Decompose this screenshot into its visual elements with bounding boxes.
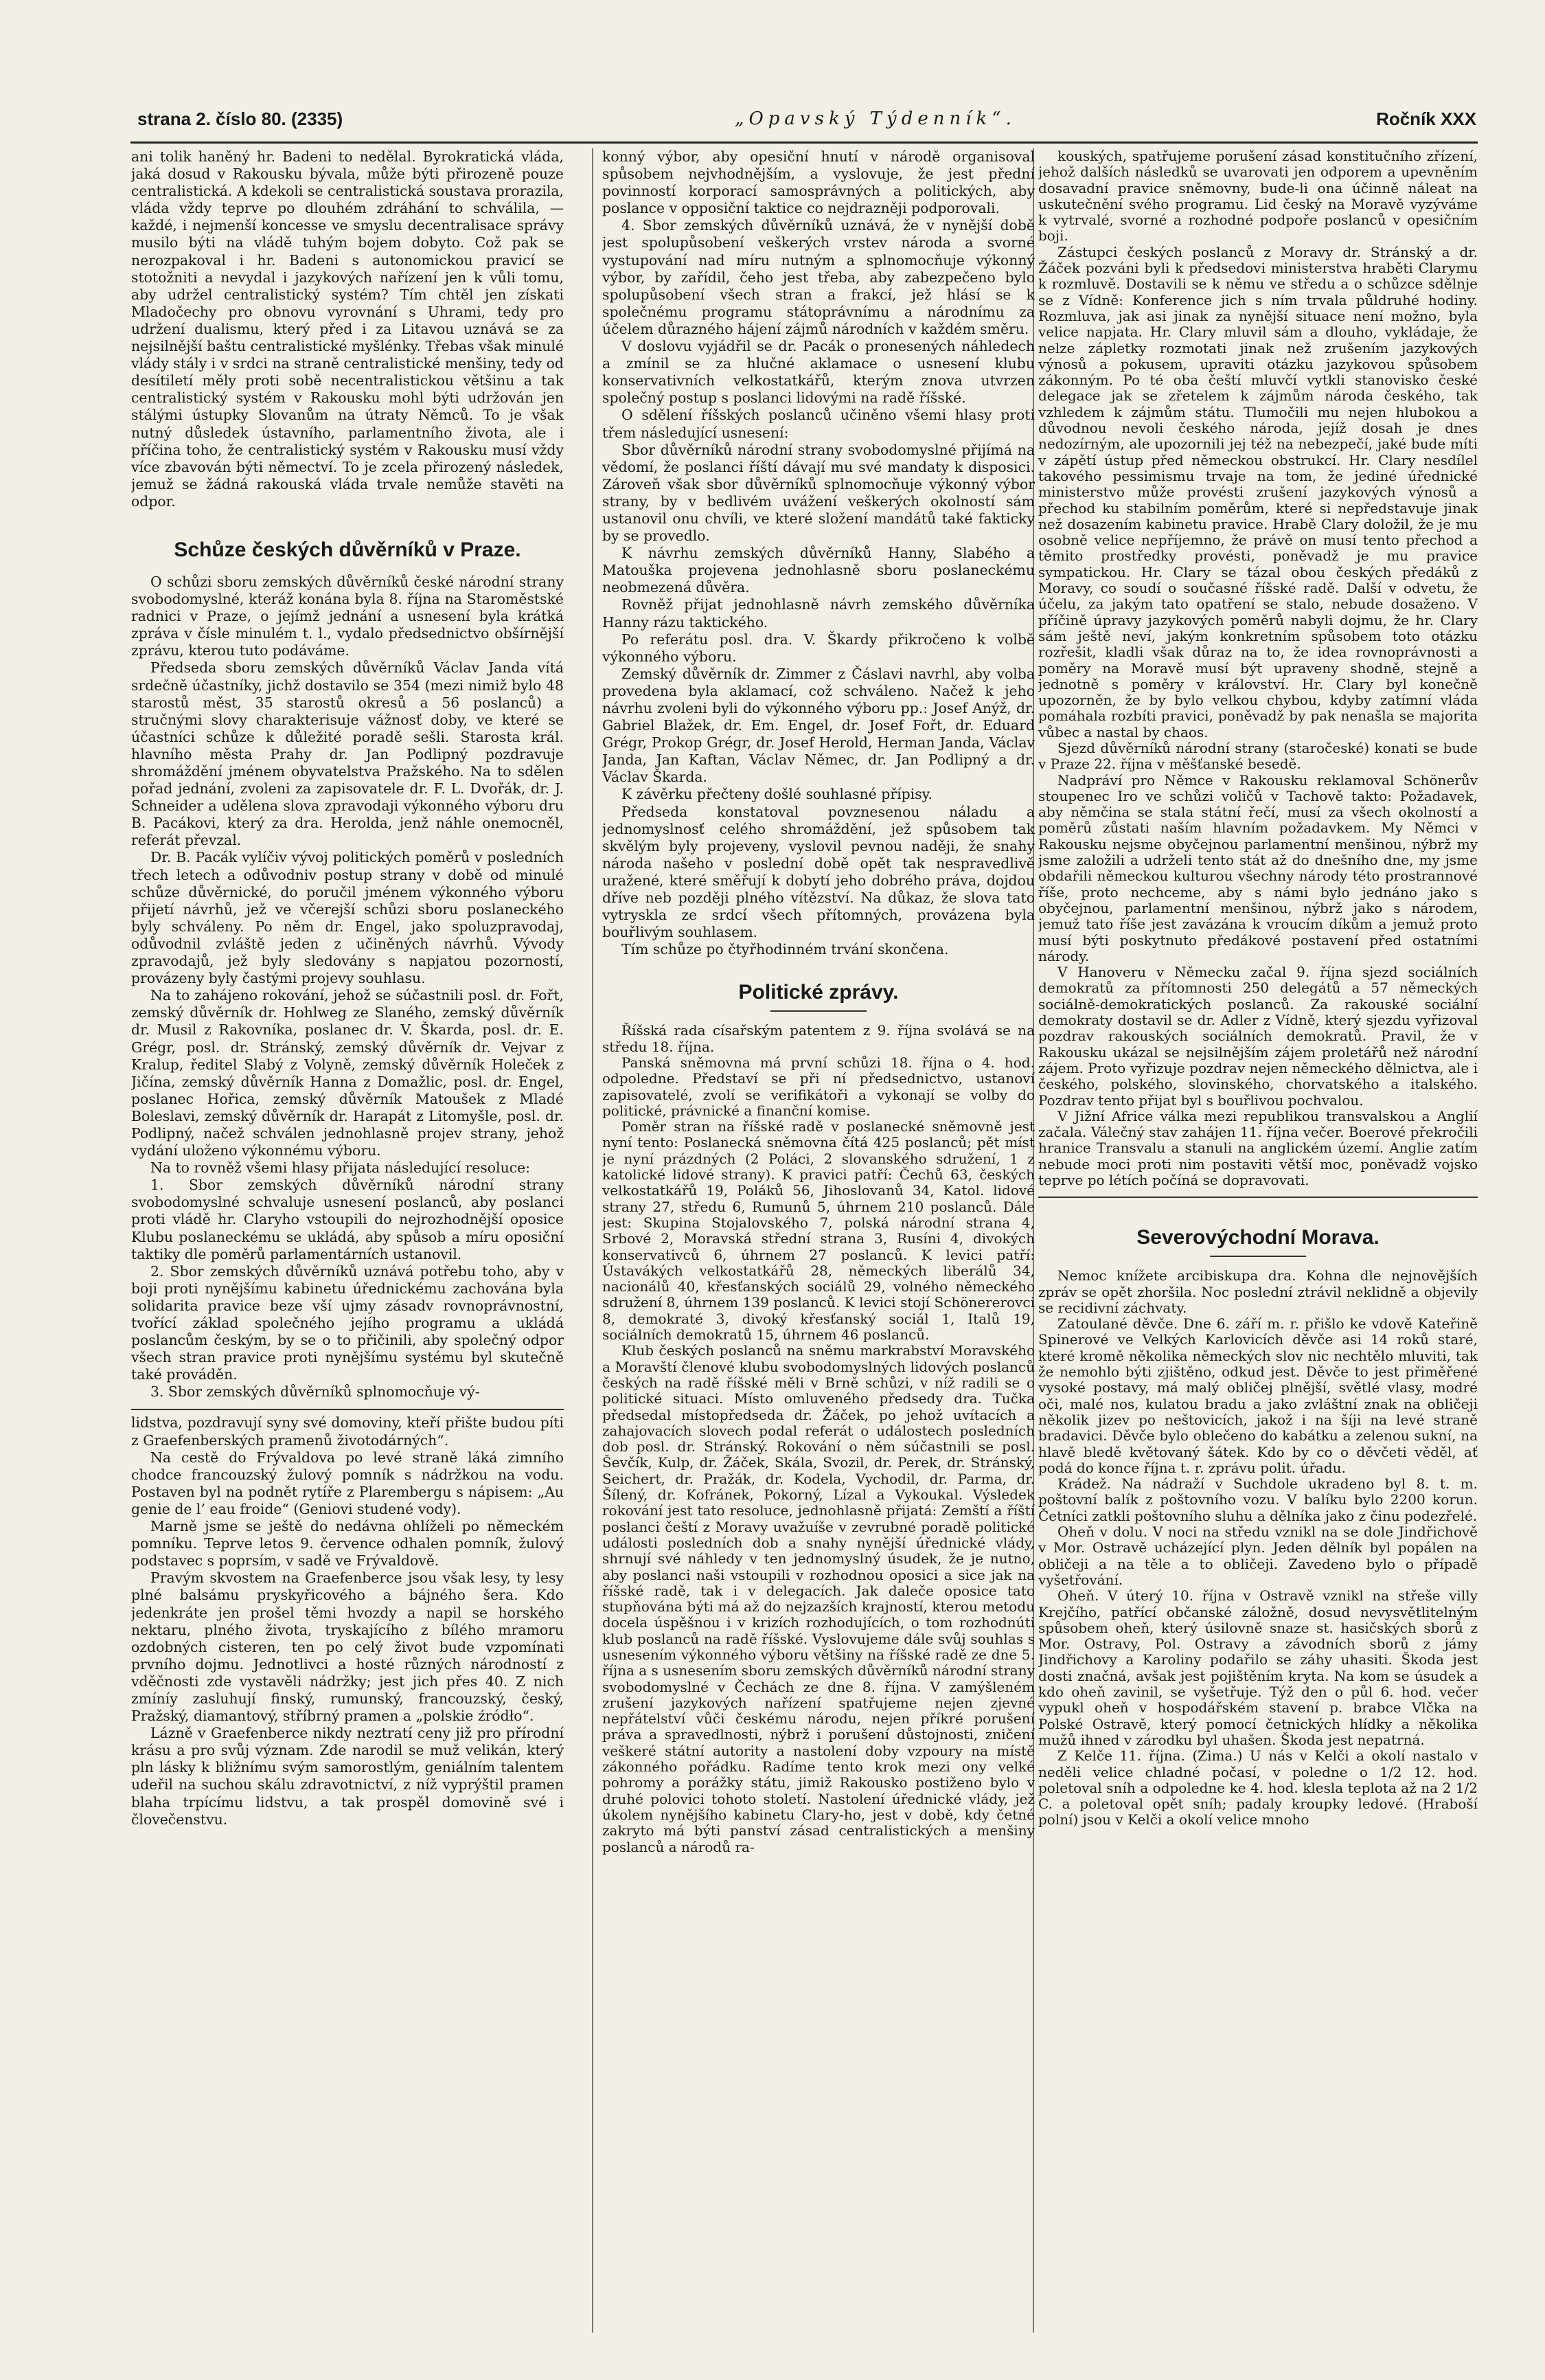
article-paragraph: K závěrku přečteny došlé souhlasné přípisy.	[621, 786, 932, 803]
news-item: Krádež. Na nádraží v Suchdole ukradeno byl 8. t. m. poštovní balík z poštovního vozu. V balíku bylo 2200 korun. Četníci zatkli poštovního sluhu a dělníka jako z činu podezřelé.	[1038, 1475, 1478, 1524]
resolution-item: 1. Sbor zemských důvěrníků národní strany svobodomyslné schvaluje usnesení poslanců, aby poslanci proti vládě hr. Claryho vstoupili do nejrozhodnější oposice Klubu poslaneckému se ukládá, aby spůsob a míru oposiční taktiky dle poměrů parlamentárních ustanovil.	[131, 1177, 564, 1262]
article-paragraph: lidstva, pozdravují syny své domoviny, kteří přište budou píti z Graefenberských pramenů životodárných“.	[131, 1414, 564, 1449]
column-middle	[602, 148, 1035, 2333]
article-paragraph: Dr. B. Pacák vylíčiv vývoj politických poměrů v posledních třech letech a odůvodniv postup strany v době od minulé schůze důvěrnické, do poručil jménem výkonného výboru přijetí návrhů, jež ve včerejší schůzi sboru poslaneckého byly schváleny. Po něm dr. Engel, jako spoluzpravodaj, odůvodnil zvláště jeden z učiněných návrhů. Vývody zpravodajů, jež byly sledovány s napjatou pozorností, provázeny byly častými projevy souhlasu.	[131, 849, 564, 987]
news-item: V Jižní Africe válka mezi republikou transvalskou a Anglií začala. Válečný stav zahájen 11. října večer. Boerové překročili hranice Transvalu a stanuli na anglickém území. Anglie zatím nebude moci proti nim postaviti větší moc, poněvadž vojsko teprve po létích počíná se dopravovati.	[1038, 1107, 1478, 1188]
newspaper-title: „Opavský Týdenník“.	[735, 109, 1016, 129]
volume-label: Ročník XXX	[1376, 109, 1476, 129]
article-paragraph: ani tolik haněný hr. Badeni to nedělal. Byrokratická vláda, jaká dosud v Rakousku bývala, může býti přirozeně pouze centralistická. A kdekoli se centralistická soustava prorazila, vláda vždy teprve po dlouhém zdráhání to schválila, — každé, i nejmenší koncesse ve smyslu decentralisace správy musilo býti na vládě tuhým bojem dobyto. Což pak se nerozpakoval i hr. Badeni s autonomickou pravicí se stotožniti a nevydal i jazykových nařízení jen k vůli tomu, aby udržel centralistický systém? Tím chtěl jen získati Mladočechy pro obnovu vyrovnání s Uhrami, tedy pro udržení dualismu, který před i za Litavou uznává se za nejsilnější baštu centralistické myšlénky. Třebas však minulé vlády stály i v srdci na straně centralistické menšiny, tedy od desítiletí měly proti sobě necentralistickou většinu a tak centralistický systém v Rakousku mohl býti udržován jen stálými ústupky Slovanům na útraty Němců. To je však nutný důsledek ústavního, parlamentního života, ale i příčina toho, že centralistický systém v Rakousku musí vždy více zbavován býti němectví. To je zcela přirozený následek, jemuž se žádná rakouská vláda trvale nemůže stavěti na odpor.	[131, 148, 564, 510]
headline-rule	[770, 1010, 867, 1012]
article-paragraph: Sbor důvěrníků národní strany svobodomyslné přijímá na vědomí, že poslanci říští dávají mu své mandaty k disposici. Zároveň však sbor důvěrníků splnomocňuje výkonný výbor strany, by v bedlivém uvážení veškerých okolností sám ustanovil onu chvíli, ve které složení mandátů také fakticky by se provedlo.	[602, 441, 1035, 545]
column-separator	[592, 148, 593, 2333]
headline-political-news	[602, 980, 1035, 1012]
header-rule	[130, 141, 1478, 144]
article-paragraph: konný výbor, aby opesiční hnutí v národě organisoval spůsobem nejvhodnějším, a vyslovuje, že jest přední povinností korporací samosprávných a politických, aby poslance v opposiční taktice co nejdrazněji podporovali.	[602, 148, 1035, 217]
news-item: Nemoc knížete arcibiskupa dra. Kohna dle nejnovějších zpráv se opět zhoršila. Noc poslední ztrávil neklidně a objevily se recidivní záchvaty.	[1038, 1267, 1478, 1316]
headline-trust-meeting: Schůze českých důvěrníků v Praze.	[174, 538, 521, 561]
article-paragraph: Pravým skvostem na Graefenberce jsou však lesy, ty lesy plné balsámu pryskyřicového a bájného šera. Kdo jedenkráte jen prošel těmi hvozdy a napil se horského nektaru, plného života, tryskajícího z bílého mramoru ozdobných cisteren, ten po celý život bude vzpomínati prvního dojmu. Jednotlivci a hosté různých národností z vděčnosti zde vystavěli nádržky; jest jich přes 40. Z nich zmíníy zasluhují finský, rumunský, francouzský, český, Pražský, diamantový, stříbrný pramen a „polskie źródło“.	[131, 1569, 564, 1725]
article-paragraph: Po referátu posl. dra. V. Škardy přikročeno k volbě výkonného výboru.	[602, 631, 1035, 665]
headline-rule	[1210, 1256, 1306, 1257]
resolution-item: 2. Sbor zemských důvěrníků uznává potřebu toho, aby v boji proti nynějšímu kabinetu úřednickému zachována byla solidarita pravice beze vší ujmy zásadv rovnoprávnostní, tvořící základ společného jejího programu a ukládá poslancům českým, by se o to přičinili, aby společný odpor všech stran pravice proti nynějšímu systému byl skutečně také prováděn.	[131, 1262, 564, 1383]
news-item: Sjezd důvěrníků národní strany (staročeské) konati se bude v Praze 22. října v měšťanské besedě.	[1038, 739, 1478, 773]
section-rule	[131, 1409, 564, 1410]
headline-text: Severovýchodní Morava.	[1136, 1226, 1380, 1249]
article-paragraph: Lázně v Graefenberce nikdy neztratí ceny již pro přírodní krásu a pro svůj význam. Zde narodil se muž velikán, který pln lásky k bližnímu svým samorostlým, geniálním talentem udeřil na suchou skálu zdravotnictví, z níž vyprýštil pramen blaha trpícímu lidstvu, a tak prospěl domovině své i človečenstvu.	[131, 1725, 564, 1828]
news-item: Z Kelče 11. října. (Zima.) U nás v Kelči a okolí nastalo v neděli velice chladné počasí, v poledne o 1/2 12. hod. poletoval sníh a odpoledne ke 4. hod. klesla teplota až na 2 1/2 C. a poletoval opět sníh; padaly kroupky ledové. (Hraboší polní) jsou v Kelči a okolí velice mnoho	[1038, 1747, 1478, 1828]
news-item: Nadpráví pro Němce v Rakousku reklamoval Schönerův stoupenec Iro ve schůzi voličů v Tachově takto: Požadavek, aby němčina se stala státní řečí, musí za všech okolností a poměrů zůstati naším hlavním požadavkem. My Němci v Rakousku nejsme obyčejnou parlamentní menšinou, nýbrž my jsme založili a udrželi tento stát až do dnešního dne, my jsme obdařili německou kulturou všechny národy této prostrannové říše, proto nechceme, aby s námi bylo jednáno jako s obyčejnou, parlamentní menšinou, nýbrž jako s národem, jemuž tato říše jest zavázána k vroucím díkům a jemuž proto musí býti poskytnuto předákové postavení před ostatními národy.	[1038, 771, 1478, 964]
news-item: Panská sněmovna má první schůzi 18. října o 4. hod. odpoledne. Představí se při ní předsednictvo, ustanoví zapisovatelé, zvolí se verifikátoři a vykonají se volby do politické, právnické a finanční komise.	[602, 1054, 1035, 1119]
headline-northeast-moravia	[1038, 1225, 1478, 1257]
article-paragraph: Na to rovněž všemi hlasy přijata následující resoluce:	[150, 1159, 531, 1177]
news-item: Poměr stran na říšské radě v poslanecké sněmovně jest nyní tento: Poslanecká sněmovna čítá 425 poslanců; pět míst je nyní prázdných (2 Poláci, 2 slovanského sdružení, 1 z katolické lidové strany). K pravici patří: Čechů 63, českých velkostatkářů 19, Poláků 56, Jihoslovanů 34, Katol. lidové strany 27, středu 6, Rumunů 5, úhrnem 210 poslanců. Dále jest: Skupina Stojalovského 7, polská národní strana 4, Srbové 2, Moravská střední strana 3, Rusíni 4, divokých konservativců 6, úhrnem 27 poslanců. K levici patří: Ústavákých velkostatkářů 28, německých liberálů 34, nacionálů 40, křesťanských sociálů 29, volného německého sdružení 8, úhrnem 139 poslanců. K levici stojí Schönererovci 8, demokraté 3, divoký křesťanský sociál 1, Italů 19, sociálních demokratů 15, úhrnem 46 poslanců.	[602, 1118, 1035, 1344]
news-item: kouských, spatřujeme porušení zásad konstitučního zřízení, jehož dalších následků se uvarovati jen odporem a upevněním dosavadní pravice sněmovny, bude-li ona účinně náleat na uskutečnění svého programu. Lid český na Moravě vyzýváme k vytrvalé, svorné a rozhodné podpoře poslanců v opesičním boji.	[1038, 148, 1478, 245]
section-rule	[1038, 1197, 1478, 1198]
article-paragraph: Zemský důvěrník dr. Zimmer z Čáslavi navrhl, aby volba provedena byla aklamací, což schváleno. Načež k jeho návrhu zvoleni byli do výkonného výboru pp.: Josef Anýž, dr. Gabriel Blažek, dr. Em. Engel, dr. Josef Fořt, dr. Eduard Grégr, Prokop Grégr, dr. Josef Herold, Herman Janda, Václav Janda, Jan Kaftan, Václav Němec, dr. Jan Podlipný a dr. Václav Škarda.	[602, 665, 1035, 786]
news-item: Zástupci českých poslanců z Moravy dr. Stránský a dr. Žáček pozváni byli k předsedovi ministerstva hraběti Clarymu k rozmluvě. Dostavili se k němu ve středu a o schůzce sdělnje se z Vídně: Konference jich s ním trvala půldruhé hodiny. Rozmluva, jak asi jinak za nynější situace není možno, byla velice napjata. Hr. Clary mluvil sám a dlouho, vykládaje, že nelze zápletky rozmotati jinak než zrušením jazykových výnosů a pokusem, upraviti otázku jazykovou spůsobem zákonným. Po té oba čeští mluvčí vytkli stanovisko české delegace jak se zřetelem k zájmům národa českého, tak vzhledem k zájmům státu. Tlumočili mu nejen hlubokou a důvodnou nevoli českého národa, jejíž dosah je dnes nedozírným, ale upozornili jej též na nebezpečí, jaké bude míti v zápětí ústup před německou obstrukcí. Hr. Clary nesdílel takového pessimismu trvaje na tom, že jediné úřednické ministerstvo může provésti zrušení jazykových výnosů a přechod ku stabilním poměrům, které si nepředstavuje jinak než dosazením kabinetu pravice. Hrabě Clary doložil, že je mu osobně velice nepříjemno, že právě on musí tento přechod a těmito prostředky provésti, poněvadž je mu pravice sympatickou. Hr. Clary se tázal obou českých předáků z Moravy, co soudí o současné říšské radě. Další v odvetu, že účelu, za jakým tato opatření se stalo, nebude dosaženo. V příčině úpravy jazykových poměrů nabyli dojmu, že hr. Clary sám ještě neví, jakým konkretním spůsobem toto otázku rozřešit, kladli však důraz na to, že idea rovnoprávnosti a poměry na Moravě musí být upraveny shodně, stejně a jednotně s poměry v království. Hr. Clary byl konečně upozorněn, že by bylo velkou chybou, kdyby zatímní vláda pomáhala rozbíti pravici, poněvadž by pak nenašla se majorita vůbec a nastal by chaos.	[1038, 243, 1478, 740]
article-paragraph: Tím schůze po čtyřhodinném trvání skončena.	[621, 941, 949, 958]
article-paragraph: 4. Sbor zemských důvěrníků uznává, že v nynější době jest spolupůsobení veškerých vrstev národa a svorné vystupování nad míru nutným a splnomocňuje výkonný výbor, by zařídil, čeho jest třeba, aby zabezpečeno bylo spolupůsobení všech stran a frakcí, jež hlásí se k společnému programu státoprávnímu a národnímu za účelem důrazného hájení zájmů národních v každém směru.	[602, 217, 1035, 337]
masthead	[103, 103, 1476, 135]
article-paragraph: K návrhu zemských důvěrníků Hanny, Slabého a Matouška projevena jednohlasně sboru poslaneckému neobmezená důvěra.	[602, 545, 1035, 596]
news-item: Oheň. V úterý 10. října v Ostravě vznikl na střeše villy Krejčího, patřící občanské záložně, dosud nevysvětlitelným spůsobem oheň, který úsilovně snaze st. hasičských sborů z Mor. Ostravy, Pol. Ostravy a závodních sborů z jámy Jindřichovy a Karoliny podařilo se záhy uhasiti. Škoda jest dosti značná, avšak jest pojištěním kryta. Na kom se úsudek a kdo oheň zavinil, se vyšetřuje. Týž den o půl 6. hod. večer vypukl oheň v hospodářském stavení p. brabce Vlčka na Polské Ostravě, který pomocí četnických hlídky a několika mužů ihned v zárodku byl uhašen. Škoda jest nepatrná.	[1038, 1587, 1478, 1748]
article-paragraph: Na to zahájeno rokování, jehož se súčastnili posl. dr. Fořt, zemský důvěrník dr. Hohlweg ze Slaného, zemský důvěrník dr. Musil z Rakovníka, poslanec dr. V. Škarda, posl. dr. E. Grégr, posl. dr. Stránský, zemský důvěrník dr. Vejvar z Kralup, ředitel Slabý z Volyně, zemský důvěrník Holeček z Jičína, zemský důvěrník Hanna z Domažlic, posl. dr. Engel, poslanec Hořica, zemský důvěrník Matoušek z Mladé Boleslavi, zemský důvěrník dr. Harapát z Litomyšle, posl. dr. Podlipný, načež schválen jednohlasně projev strany, jehož vydání uloženo výkonnému výboru.	[131, 987, 564, 1159]
headline-text: Politické zprávy.	[738, 981, 899, 1004]
column-left	[131, 148, 564, 2333]
article-paragraph: Předseda konstatoval povznesenou náladu a jednomyslnosť celého shromáždění, jež spůsobem tak skvělým byly projeveny, vyslovil pevnou naději, že snahy národa našeho v poslední době opět tak nespravedlivě uražené, které směřují k dobytí jeho dobrého práva, dojdou dříve neb později plného vítězství. Na důkaz, že slova tato vytryskla ze srdcí všech přítomných, provázena byla bouřlivým souhlasem.	[602, 803, 1035, 941]
news-item: Říšská rada císařským patentem z 9. října svolává se na středu 18. října.	[602, 1022, 1035, 1055]
article-paragraph: O schůzi sboru zemských důvěrníků české národní strany svobodomyslné, kteráž konána byla 8. října na Staroměstské radnici v Praze, o jejímž jednání a usnesení byla krátká zpráva v čísle minulém t. l., vydalo předsednictvo obšírnější zprávu, kterou tuto podáváme.	[131, 573, 564, 659]
article-paragraph: Na cestě do Frývaldova po levé straně láká zimního chodce francouzský žulový pomník s nádržkou na vodu. Postaven byl na podnět rytíře z Plarembergu s nápisem: „Au genie de l’ eau froide“ (Geniovi studené vody).	[131, 1449, 564, 1517]
article-paragraph: O sdělení říšských poslanců učiněno všemi hlasy proti třem následující usnesení:	[602, 407, 1035, 441]
article-paragraph: V doslovu vyjádřil se dr. Pacák o pronesených náhledech a zmínil se za hlučné aklamace o usnesení klubu konservativních velkostatkářů, kterým znova utvrzen společný postup s poslanci lidovými na radě říšské.	[602, 338, 1035, 407]
column-right	[1038, 148, 1478, 2333]
article-paragraph: Marně jsme se ještě do nedávna ohlíželi po německém pomníku. Teprve letos 9. července odhalen pomník, žulový podstavec s poprsím, v sadě ve Frývaldově.	[131, 1518, 564, 1569]
news-item: Klub českých poslanců na sněmu markrabství Moravského a Moravští členové klubu svobodomyslných lidových poslanců českých na radě říšské měli v Brně schůzi, v níž radili se o politické situaci. Místo omluveného předsedy dra. Tučka předsedal místopředseda dr. Žáček, po jehož uvítacích a zahajovacích slovech podal referát o událostech posledních dob posl. dr. Stránský. Rokování o něm súčastnili se posl. Ševčík, Kulp, dr. Žáček, Skála, Svozil, dr. Perek, dr. Stránský, Seichert, dr. Pražák, dr. Kodela, Vychodil, dr. Parma, dr. Šílený, dr. Kofránek, Pokorný, Lízal a Vykoukal. Výsledek rokování jest tato resoluce, jednohlasně přijatá: Zemští a říští poslanci čeští z Moravy uvažuíše v zevrubné poradě politické události posledních dob a snahy nynější úřednické vlády, shrnují své náhledy v ten jednomyslný úsudek, že je nutno, aby poslanci naši vstoupili v rozhodnou oposici a sice jak na říšské radě, tak i v delegacích. Jak daleče oposice tato stupňována býti má až do nejzazších krajností, kterou metodu docela úspěšnou i v krizích rozhodujících, o tom rozhodnúti klub poslanců na radě říšské. Vyslovujeme dále svůj souhlas s usnesením výkonného výboru většiny na říšské radě ze dne 5. října a s usnesením sboru zemských důvěrníků národní strany svobodomyslné v Čechách ze dne 8. října. V zamýšleném zrušení jazykových nařízení spatřujeme nejen zjevné nepřátelství vůči českému národu, nejen příkré porušení práva a spravedlnosti, nýbrž i porušení důstojnosti, zničení veškeré státní autority a nastolení doby vzpoury na místě zákonného pořádku. Radíme tento krok mezi ony velké pohromy a porážky státu, jimiž Rakousko postiženo bylo v druhé polovici tohoto století. Nastolení úřednické vlády, jež úkolem nynějšího kabinetu Clary-ho, jest v době, kdy četné zakryto má býti panství zásad centralistických a menšiny poslanců a národů ra-	[602, 1342, 1035, 1855]
page-number: strana 2. číslo 80. (2335)	[137, 109, 343, 129]
article-paragraph: Rovněž přijat jednohlasně návrh zemského důvěrníka Hanny rázu taktického.	[602, 596, 1035, 631]
article-paragraph: Předseda sboru zemských důvěrníků Václav Janda vítá srdečně účastníky, jichž dostavilo se 354 (mezi nimiž bylo 48 starostů měst, 35 starostů okresů a 56 poslanců) a stručnými slovy charakterisuje vážnosť doby, ve které se účastníci schůze k důležité poradě sešli. Starosta král. hlavního města Prahy dr. Jan Podlipný pozdravuje shromáždění jménem obyvatelstva Pražského. Na to sdělen pořad jednání, zvoleni za zapisovatele dr. F. L. Dvořák, dr. J. Schneider a udělena slova zpravodaji výkonného výboru dru B. Pacákovi, který za dra. Herolda, jenž náhle onemocněl, referát převzal.	[131, 659, 564, 849]
news-item: Zatoulané děvče. Dne 6. září m. r. přišlo ke vdově Kateřině Spinerové ve Velkých Karlovicích děvče asi 14 roků staré, které kromě několika německých slov nic nechtělo mluviti, tak že nemohlo býti zjištěno, odkud jest. Děvče to jest přiměřené vysoké postavy, má malý obličej plnější, světlé vlasy, modré oči, malé nos, kulatou bradu a jako zvláštní znak na obličeji několik jizev po neštovicích, jakož i na šíji na levé straně bradavici. Děvče bylo oblečeno do kabátku a zelenou sukní, na hlavě bledě květovaný šátek. Kdo by co o děvčeti věděl, ať podá do konce října t. r. zprávu polit. úřadu.	[1038, 1315, 1478, 1476]
news-item: V Hanoveru v Německu začal 9. října sjezd sociálních demokratů za přítomnosti 250 delegátů a 57 německých sociálně-demokratických poslanců. Za rakouské sociální demokraty dostavil se dr. Adler z Vídně, který sjezdu vyřizoval pozdrav rakouských sociálních demokratů. Pravil, že v Rakousku ukázal se nejsilnějším zájem proletářů než národní zájem. Proto vyřizuje pozdrav nejen německého dělnictva, ale i českého, polského, slovinského, chorvatského a italského. Pozdrav tento přijat byl s bouřlivou pochvalou.	[1038, 964, 1478, 1109]
news-item: Oheň v dolu. V noci na středu vznikl na se dole Jindřichově v Mor. Ostravě ucházející plyn. Jeden dělník byl popálen na obličeji a na těle a to obličeji. Zavedeno bylo o případě vyšetřování.	[1038, 1523, 1478, 1588]
resolution-item: 3. Sbor zemských důvěrníků splnomocňuje vý-	[150, 1383, 480, 1401]
